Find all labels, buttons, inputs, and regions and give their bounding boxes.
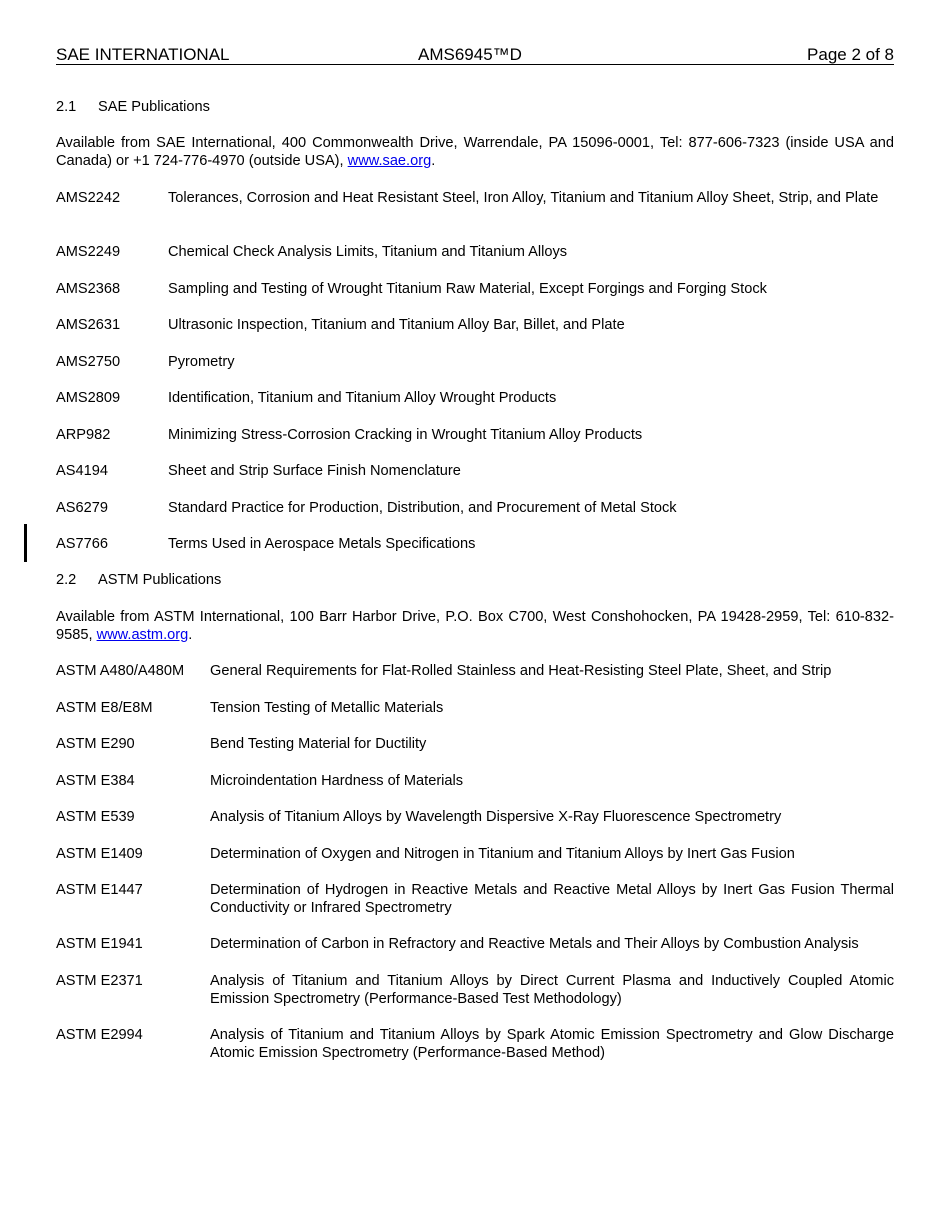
reference-code: AMS2631 — [56, 317, 121, 333]
reference-entry — [56, 353, 894, 371]
availability-text: Available from SAE International, 400 Commonwealth Drive, Warrendale, PA 15096-0001, Tel: 877-606-7323 (inside USA and Canada) or +1 724-776-4970 (outside USA), — [56, 135, 894, 169]
astm-website-link[interactable]: www.astm.org — [96, 627, 189, 643]
reference-entry — [56, 426, 894, 444]
reference-title: Ultrasonic Inspection, Titanium and Titanium Alloy Bar, Billet, and Plate — [168, 317, 625, 333]
section-heading-sae — [56, 98, 210, 116]
reference-title: Chemical Check Analysis Limits, Titanium and Titanium Alloys — [168, 244, 568, 260]
header-doc-id: AMS6945™D — [418, 45, 522, 64]
reference-code: AMS2249 — [56, 244, 121, 260]
reference-title: Bend Testing Material for Ductility — [210, 736, 427, 752]
reference-entry — [56, 280, 894, 298]
reference-entry — [56, 735, 894, 753]
reference-title: Minimizing Stress-Corrosion Cracking in Wrought Titanium Alloy Products — [168, 427, 643, 443]
reference-code: ASTM E539 — [56, 809, 135, 825]
reference-entry — [56, 808, 894, 826]
reference-code: ASTM E1409 — [56, 846, 143, 862]
reference-title: Pyrometry — [168, 354, 235, 370]
reference-code: ASTM E384 — [56, 773, 135, 789]
reference-code: AS4194 — [56, 463, 108, 479]
reference-code: AMS2750 — [56, 354, 121, 370]
period: . — [431, 153, 436, 169]
change-bar — [24, 524, 27, 562]
astm-availability — [56, 608, 894, 644]
reference-entry — [56, 189, 894, 207]
reference-code: AMS2368 — [56, 281, 121, 297]
reference-title: Analysis of Titanium Alloys by Wavelength Dispersive X-Ray Fluorescence Spectrometry — [210, 809, 782, 825]
reference-entry — [56, 845, 894, 863]
sae-availability — [56, 134, 894, 170]
section-number: 2.2 — [56, 572, 77, 588]
reference-entry — [56, 662, 894, 680]
header-org: SAE INTERNATIONAL — [56, 45, 230, 64]
section-title: ASTM Publications — [98, 572, 222, 588]
section-title: SAE Publications — [98, 99, 210, 115]
reference-title: Analysis of Titanium and Titanium Alloys by Direct Current Plasma and Inductively Coupled Atomic Emission Spectrometry (Performance-Based Test Methodology) — [210, 973, 894, 1007]
reference-entry — [56, 699, 894, 717]
reference-entry — [56, 389, 894, 407]
reference-title: Analysis of Titanium and Titanium Alloys by Spark Atomic Emission Spectrometry and Glow Discharge Atomic Emission Spectrometry (Performance-Based Method) — [210, 1027, 894, 1061]
reference-entry — [56, 972, 894, 1008]
reference-title: Sheet and Strip Surface Finish Nomenclature — [168, 463, 461, 479]
reference-code: ASTM E8/E8M — [56, 700, 153, 716]
reference-entry — [56, 881, 894, 917]
reference-title: Tension Testing of Metallic Materials — [210, 700, 444, 716]
reference-entry — [56, 243, 894, 261]
reference-title: Standard Practice for Production, Distribution, and Procurement of Metal Stock — [168, 500, 677, 516]
reference-title: Terms Used in Aerospace Metals Specifications — [168, 536, 476, 552]
reference-entry — [56, 316, 894, 334]
reference-code: ARP982 — [56, 427, 111, 443]
reference-code: ASTM E1447 — [56, 882, 143, 898]
availability-text: Available from ASTM International, 100 Barr Harbor Drive, P.O. Box C700, West Conshohocken, PA 19428-2959, Tel: 610-832-9585, — [56, 609, 894, 643]
page-header — [56, 44, 894, 65]
reference-code: ASTM E290 — [56, 736, 135, 752]
reference-code: ASTM A480/A480M — [56, 663, 185, 679]
header-page-number: Page 2 of 8 — [807, 45, 894, 64]
reference-title: Determination of Hydrogen in Reactive Metals and Reactive Metal Alloys by Inert Gas Fusion Thermal Conductivity or Infrared Spectrometry — [210, 882, 894, 916]
reference-entry — [56, 535, 894, 553]
reference-title: General Requirements for Flat-Rolled Stainless and Heat-Resisting Steel Plate, Sheet, and Strip — [210, 663, 832, 679]
reference-code: AS7766 — [56, 536, 108, 552]
reference-code: AMS2809 — [56, 390, 121, 406]
reference-entry — [56, 499, 894, 517]
reference-title: Determination of Oxygen and Nitrogen in Titanium and Titanium Alloys by Inert Gas Fusion — [210, 846, 795, 862]
section-number: 2.1 — [56, 99, 77, 115]
reference-code: ASTM E2371 — [56, 973, 143, 989]
reference-entry — [56, 772, 894, 790]
reference-title: Microindentation Hardness of Materials — [210, 773, 464, 789]
reference-code: ASTM E2994 — [56, 1027, 143, 1043]
reference-entry — [56, 462, 894, 480]
reference-entry — [56, 1026, 894, 1062]
reference-code: AS6279 — [56, 500, 108, 516]
sae-website-link[interactable]: www.sae.org — [347, 153, 432, 169]
reference-code: ASTM E1941 — [56, 936, 143, 952]
document-page — [56, 44, 894, 1061]
reference-entry — [56, 935, 894, 953]
period: . — [188, 627, 193, 643]
section-heading-astm — [56, 571, 221, 589]
reference-code: AMS2242 — [56, 190, 121, 206]
reference-title: Tolerances, Corrosion and Heat Resistant Steel, Iron Alloy, Titanium and Titanium Alloy Sheet, Strip, and Plate — [168, 190, 879, 206]
reference-title: Determination of Carbon in Refractory and Reactive Metals and Their Alloys by Combustion Analysis — [210, 936, 859, 952]
reference-title: Sampling and Testing of Wrought Titanium Raw Material, Except Forgings and Forging Stock — [168, 281, 767, 297]
reference-title: Identification, Titanium and Titanium Alloy Wrought Products — [168, 390, 557, 406]
